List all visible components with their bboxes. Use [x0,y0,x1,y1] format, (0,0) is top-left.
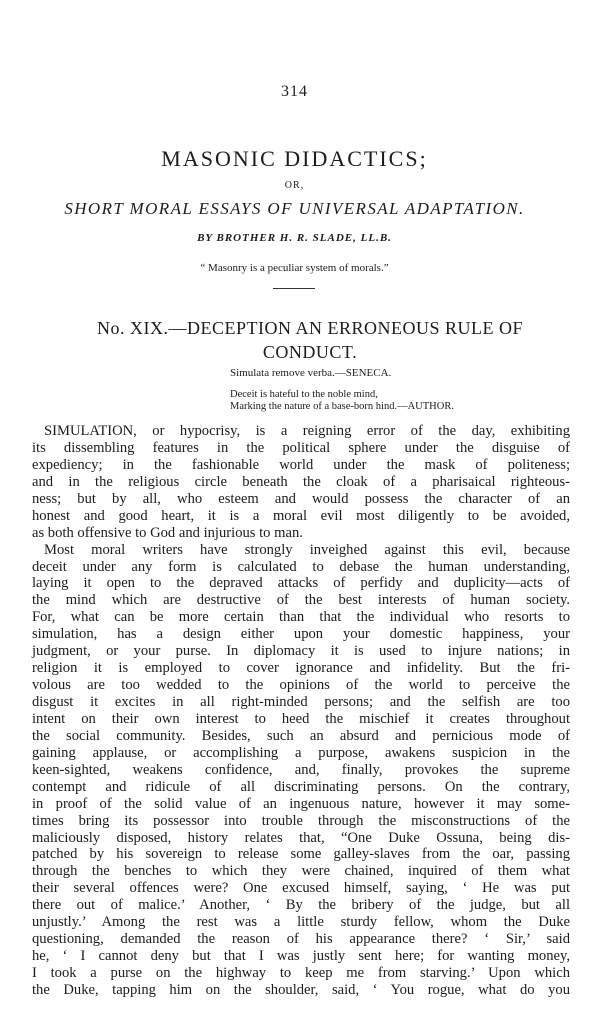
body-line: volous are too wedded to the opinions of the world to perceive the [32,677,570,694]
body-line: through the benches to which they were chained, inquired of them what [32,863,570,880]
body-line: the Duke, tapping him on the shoulder, said, ‘ You rogue, what do you [32,981,570,998]
body-line: disgust it excites in all right-minded persons; and the selfish are too [32,694,570,710]
body-line: its dissembling features in the political sphere under the disguise of [32,439,570,456]
body-line: ness; but by all, who esteem and would possess the character of an [32,490,570,507]
body-line: as both offensive to God and injurious to man. [32,524,303,541]
epigraph-verse-line-2: Marking the nature of a base-born hind.—AUTHOR. [230,401,454,412]
body-line: patched by his sovereign to release some galley-slaves from the oar, passing [32,846,570,863]
body-text [32,423,570,999]
body-line: gaining applause, or accomplishing a purpose, awakens suspicion in the [32,744,570,761]
article-title [50,316,570,364]
body-line: I took a purse on the highway to keep me from starving.’ Upon which [32,965,570,981]
article-title-line-2: CONDUCT. [262,342,358,362]
body-line: unjustly.’ Among the rest was a little sturdy fellow, whom the Duke [32,914,570,931]
body-line: intent on their own interest to heed the mischief it creates throughout [32,710,570,727]
body-line: contempt and ridicule of all discriminating persons. On the contrary, [32,778,570,795]
body-line: expediency; in the fashionable world under the mask of politeness; [32,456,570,473]
article-title-line-1: No. XIX.—DECEPTION AN ERRONEOUS RULE OF [96,318,523,338]
body-line: their several offences were? One excused himself, saying, ‘ He was put [32,880,570,897]
divider-rule [273,288,315,289]
epigraph-verse [230,389,454,413]
body-line: laying it open to the depraved attacks of perfidy and duplicity—acts of [32,575,570,592]
body-line: judgment, or your purse. In diplomacy it is used to injure nations; in [32,643,570,660]
epigraph-latin: Simulata remove verba.—SENECA. [230,367,392,379]
body-line: and in the religious circle beneath the cloak of a pharisaical righteous- [32,473,570,490]
or-connector: OR, [284,180,305,191]
author-byline: BY BROTHER H. R. SLADE, LL.B. [197,232,392,244]
body-line: simulation, has a design either upon your domestic happiness, your [32,626,570,643]
subtitle: SHORT MORAL ESSAYS OF UNIVERSAL ADAPTATION. [64,199,525,218]
body-line: times bring its possessor into trouble through the misconstructions of the [32,812,570,829]
body-line: in proof of the solid value of an ingenuous nature, however it may some- [32,795,570,812]
main-title: MASONIC DIDACTICS; [161,146,428,171]
body-line: he, ‘ I cannot deny but that I was justly sent here; for wanting money, [32,948,570,965]
body-line: there out of malice.’ Another, ‘ By the bribery of the judge, but all [32,897,570,914]
page-number: 314 [281,83,308,100]
body-line: the social community. Besides, such an absurd and pernicious mode of [32,727,570,744]
body-line: the mind which are destructive of the best interests of human society. [32,592,570,609]
body-line: honest and good heart, it is a moral evil most diligently to be avoided, [32,507,570,524]
body-line: religion it is employed to cover ignorance and infidelity. But the fri- [32,660,570,677]
body-line: Most moral writers have strongly inveighed against this evil, because [44,541,570,558]
body-line: keen-sighted, weakens confidence, and, finally, provokes the supreme [32,761,570,778]
body-line: maliciously disposed, history relates that, “One Duke Ossuna, being dis- [32,829,570,846]
body-line: For, what can be more certain than that the individual who resorts to [32,609,570,626]
motto: “ Masonry is a peculiar system of morals.” [200,262,389,274]
epigraph-verse-line-1: Deceit is hateful to the noble mind, [230,389,378,400]
body-line: deceit under any form is calculated to debase the human understanding, [32,558,570,575]
body-line: SIMULATION, or hypocrisy, is a reigning error of the day, exhibiting [44,423,570,439]
body-line: questioning, demanded the reason of his appearance there? ‘ Sir,’ said [32,931,570,948]
